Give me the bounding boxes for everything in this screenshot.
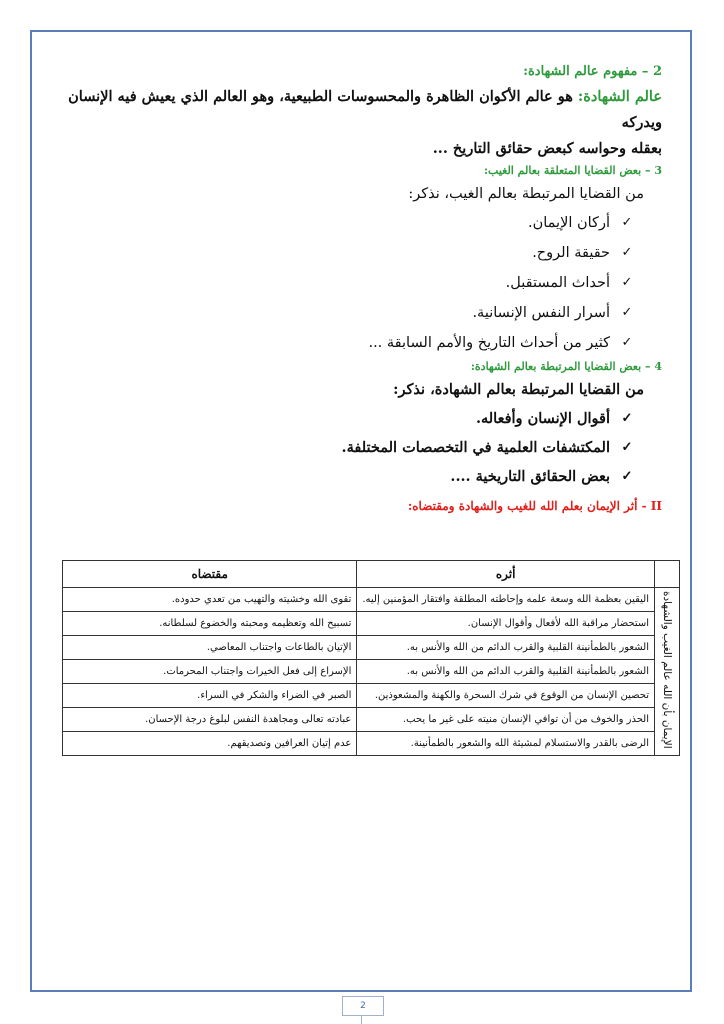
requirement-cell: الصبر في الضراء والشكر في السراء. bbox=[63, 684, 357, 708]
list-item bbox=[60, 238, 634, 268]
requirement-cell: عدم إتيان العرافين وتصديقهم. bbox=[63, 732, 357, 756]
section3-intro: من القضايا المرتبطة بعالم الغيب، نذكر: bbox=[408, 186, 644, 202]
header-requirement: مقتضاه bbox=[63, 561, 357, 588]
section2-term: عالم الشهادة: bbox=[577, 88, 662, 105]
requirement-cell: الإتيان بالطاعات واجتناب المعاصي. bbox=[63, 636, 357, 660]
page-content bbox=[60, 60, 662, 517]
section2-definition-line1: هو عالم الأكوان الظاهرة والمحسوسات الطبيعية، وهو العالم الذي يعيش فيه الإنسان ويدركه bbox=[68, 88, 662, 131]
requirement-cell: عبادته تعالى ومجاهدة النفس لبلوغ درجة الإحسان. bbox=[63, 708, 357, 732]
table-header-row bbox=[63, 561, 680, 588]
requirement-cell: تقوى الله وخشيته والتهيب من تعدي حدوده. bbox=[63, 588, 357, 612]
effect-cell: الرضى بالقدر والاستسلام لمشيئة الله والشعور بالطمأنينة. bbox=[357, 732, 655, 756]
header-effect: أثره bbox=[357, 561, 655, 588]
section3-list bbox=[60, 208, 662, 358]
list-item-text: أحداث المستقبل. bbox=[505, 275, 610, 291]
section4-heading: 4 – بعض القضايا المرتبطة بعالم الشهادة: bbox=[470, 360, 662, 373]
page-number-tick bbox=[361, 1015, 362, 1024]
check-icon: ✓ bbox=[621, 469, 633, 484]
table-row bbox=[63, 612, 680, 636]
check-icon: ✓ bbox=[621, 335, 633, 350]
list-item bbox=[60, 298, 634, 328]
list-item-text: بعض الحقائق التاريخية .... bbox=[450, 468, 610, 485]
table-row bbox=[63, 684, 680, 708]
list-item-text: كثير من أحداث التاريخ والأمم السابقة ... bbox=[368, 335, 610, 351]
list-item-text: المكتشفات العلمية في التخصصات المختلفة. bbox=[341, 439, 610, 456]
table-row bbox=[63, 660, 680, 684]
effect-cell: الشعور بالطمأنينة القلبية والقرب الدائم من الله والأنس به. bbox=[357, 660, 655, 684]
section2-definition bbox=[60, 84, 662, 162]
effect-cell: اليقين بعظمة الله وسعة علمه وإحاطته المطلقة وافتقار المؤمنين إليه. bbox=[357, 588, 655, 612]
requirement-cell: الإسراع إلى فعل الخيرات واجتناب المحرمات. bbox=[63, 660, 357, 684]
effect-cell: الحذر والخوف من أن توافي الإنسان منيته على غير ما يحب. bbox=[357, 708, 655, 732]
section3-heading: 3 – بعض القضايا المتعلقة بعالم الغيب: bbox=[483, 164, 662, 177]
table-corner-cell bbox=[655, 561, 680, 588]
table-row bbox=[63, 732, 680, 756]
check-icon: ✓ bbox=[621, 245, 633, 260]
requirement-cell: تسبيح الله وتعظيمه ومحبته والخضوع لسلطانه. bbox=[63, 612, 357, 636]
check-icon: ✓ bbox=[621, 305, 633, 320]
table-row bbox=[63, 708, 680, 732]
section4-list bbox=[60, 404, 662, 491]
list-item bbox=[60, 208, 634, 238]
list-item bbox=[60, 433, 634, 462]
section2-definition-line2: بعقله وحواسه كبعض حقائق التاريخ ... bbox=[432, 140, 662, 157]
list-item bbox=[60, 328, 634, 358]
check-icon: ✓ bbox=[621, 215, 633, 230]
section4-intro: من القضايا المرتبطة بعالم الشهادة، نذكر: bbox=[393, 381, 644, 398]
list-item bbox=[60, 462, 634, 491]
effect-cell: استحضار مراقبة الله لأفعال وأقوال الإنسان. bbox=[357, 612, 655, 636]
list-item-text: أسرار النفس الإنسانية. bbox=[472, 305, 610, 321]
table-row bbox=[63, 588, 680, 612]
check-icon: ✓ bbox=[621, 440, 633, 455]
effect-cell: تحصين الإنسان من الوقوع في شرك السحرة والكهنة والمشعوذين. bbox=[357, 684, 655, 708]
effect-cell: الشعور بالطمأنينة القلبية والقرب الدائم من الله والأنس به. bbox=[357, 636, 655, 660]
check-icon: ✓ bbox=[621, 275, 633, 290]
section2-heading: 2 – مفهوم عالم الشهادة: bbox=[523, 64, 662, 79]
table-row bbox=[63, 636, 680, 660]
page-number: 2 bbox=[342, 996, 384, 1016]
check-icon: ✓ bbox=[621, 411, 633, 426]
effects-table bbox=[62, 560, 680, 756]
list-item bbox=[60, 404, 634, 433]
list-item-text: حقيقة الروح. bbox=[532, 245, 610, 261]
sectionII-heading: II - أثر الإيمان بعلم الله للغيب والشهادة ومقتضاه: bbox=[407, 499, 662, 513]
list-item bbox=[60, 268, 634, 298]
list-item-text: أركان الإيمان. bbox=[527, 215, 610, 231]
list-item-text: أقوال الإنسان وأفعاله. bbox=[475, 410, 610, 427]
side-label: الإيمان بأن الله عالم الغيب والشهادة bbox=[661, 591, 673, 749]
side-label-cell bbox=[655, 588, 680, 756]
